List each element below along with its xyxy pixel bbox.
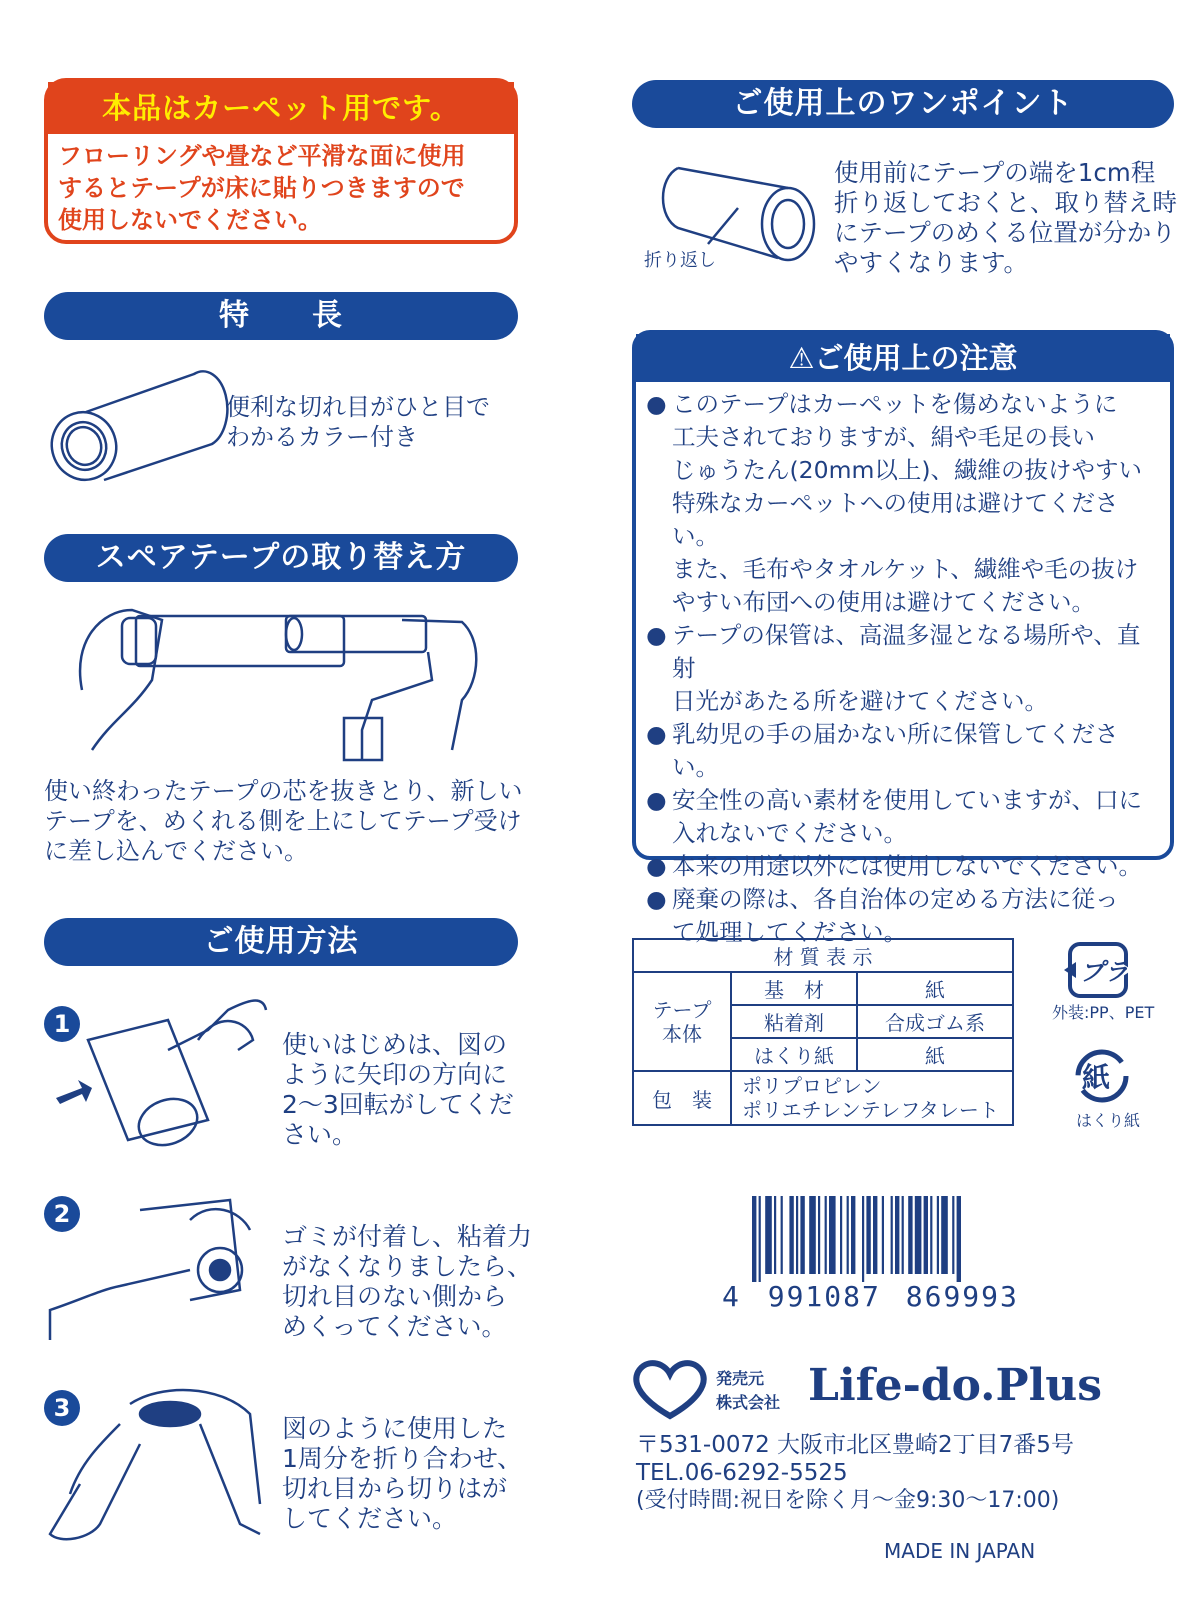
- barcode-bar: [759, 1196, 761, 1282]
- step-line: してください。: [282, 1504, 458, 1533]
- caution-title: [636, 334, 1170, 382]
- barcode-bar: [847, 1196, 849, 1274]
- bullet-icon: ●: [646, 720, 667, 748]
- replace-heading: スペアテープの取り替え方: [44, 534, 518, 582]
- caution-line: 本来の用途以外には使用しないでください。: [672, 852, 1142, 880]
- plastic-recycle-icon: [1064, 940, 1140, 998]
- caution-line: 工夫されておりますが、絹や毛足の長い: [672, 423, 1095, 451]
- material-part: 粘着剤: [731, 1005, 857, 1038]
- caution-line: 乳幼児の手の届かない所に保管してください。: [672, 720, 1119, 781]
- barcode-bar: [882, 1196, 884, 1274]
- caution-line: テープの保管は、高温多湿となる場所や、直射: [672, 621, 1141, 682]
- onepoint-line: 折り返しておくと、取り替え時: [834, 188, 1177, 217]
- barcode-bar: [941, 1196, 948, 1274]
- onepoint-text: [834, 158, 1177, 278]
- barcode-bar: [840, 1196, 842, 1274]
- barcode-bar: [774, 1196, 776, 1274]
- barcode-bar: [895, 1196, 899, 1274]
- packaging-line: ポリプロピレン: [742, 1074, 882, 1098]
- barcode-bar: [781, 1196, 783, 1274]
- warning-title: 本品はカーペット用です。: [48, 82, 514, 134]
- replace-line: 使い終わったテープの芯を抜きとり、新しい: [44, 777, 523, 805]
- made-in-label: MADE IN JAPAN: [884, 1539, 1036, 1563]
- tape-body-line: 本体: [662, 1021, 702, 1046]
- barcode: [722, 1196, 1034, 1313]
- materials-table: [632, 938, 1014, 1126]
- step-line: 1周分を折り合わせ、: [282, 1444, 523, 1473]
- features-line: わかるカラー付き: [226, 423, 418, 451]
- onepoint-heading: ご使用上のワンポイント: [632, 80, 1174, 128]
- features-line: 便利な切れ目がひと目で: [226, 393, 490, 421]
- caution-line: また、毛布やタオルケット、繊維や毛の抜け: [672, 555, 1139, 583]
- step3-text: [282, 1414, 522, 1534]
- barcode-bar: [765, 1196, 772, 1274]
- barcode-digit-group: 991087: [767, 1280, 881, 1313]
- caution-line: 安全性の高い素材を使用していますが、口に: [672, 786, 1142, 814]
- step1-text: [282, 1030, 514, 1150]
- step2-text: [282, 1222, 532, 1342]
- barcode-bar: [796, 1196, 798, 1274]
- step-line: ゴミが付着し、粘着力: [282, 1222, 533, 1251]
- bullet-icon: ●: [646, 390, 667, 418]
- step-line: がなくなりましたら、: [282, 1252, 533, 1281]
- barcode-bar: [825, 1196, 827, 1274]
- bullet-icon: ●: [646, 621, 667, 649]
- replace-line: に差し込んでください。: [44, 837, 308, 865]
- company-heart-logo: [632, 1360, 708, 1418]
- caution-item: [646, 619, 1162, 718]
- barcode-bar: [952, 1196, 954, 1274]
- step-line: めくってください。: [282, 1312, 507, 1341]
- roller-step3-illustration: [40, 1384, 270, 1544]
- barcode-bar: [752, 1196, 756, 1282]
- barcode-bar: [862, 1196, 864, 1282]
- barcode-bar: [902, 1196, 904, 1274]
- publisher-label: 発売元: [716, 1369, 765, 1388]
- usage-heading: ご使用方法: [44, 918, 518, 966]
- caution-list: [636, 382, 1170, 949]
- material-value: 紙: [857, 1038, 1013, 1071]
- caution-box: [632, 330, 1174, 946]
- packaging-line: ポリエチレンテレフタレート: [742, 1098, 999, 1122]
- warning-line: するとテープが床に貼りつきますので: [58, 174, 465, 202]
- barcode-bar: [866, 1196, 870, 1274]
- barcode-bar: [800, 1196, 804, 1274]
- step-number: 3: [44, 1390, 80, 1426]
- caution-item: [646, 718, 1162, 784]
- features-text: [226, 392, 490, 452]
- step-line: 2〜3回転がしてくだ: [282, 1090, 514, 1119]
- caution-line: 廃棄の際は、各自治体の定める方法に従っ: [672, 885, 1119, 913]
- packaging-materials: [731, 1071, 1013, 1125]
- paper-mark-text: 紙: [1082, 1061, 1111, 1094]
- barcode-bar: [924, 1196, 928, 1274]
- caution-item: [646, 784, 1162, 850]
- barcode-bar: [809, 1196, 816, 1274]
- company-type-label: 株式会社: [716, 1393, 781, 1412]
- caution-line: このテープはカーペットを傷めないように: [672, 390, 1118, 418]
- barcode-digit-group: 4: [722, 1280, 741, 1313]
- material-part: はくり紙: [731, 1038, 857, 1071]
- barcode-bars: [752, 1196, 1034, 1282]
- material-part: 基 材: [731, 972, 857, 1005]
- roller-step1-illustration: [48, 990, 268, 1150]
- pla-mark-text: プラ: [1080, 958, 1128, 986]
- caution-line: やすい布団への使用は避けてください。: [672, 588, 1095, 616]
- bullet-icon: ●: [646, 852, 667, 880]
- warning-triangle-icon: ⚠: [788, 341, 815, 375]
- roller-step2-illustration: [40, 1190, 270, 1340]
- caution-line: 日光があたる所を避けてください。: [672, 687, 1048, 715]
- material-value: 合成ゴム系: [857, 1005, 1013, 1038]
- warning-line: フローリングや畳など平滑な面に使用: [58, 142, 466, 170]
- barcode-bar: [915, 1196, 922, 1274]
- replace-line: テープを、めくれる側を上にしてテープ受け: [44, 807, 522, 835]
- step-line: さい。: [282, 1120, 358, 1149]
- caution-item: [646, 388, 1162, 619]
- tape-body-label: [633, 972, 731, 1071]
- barcode-bar: [818, 1196, 820, 1274]
- barcode-digit-group: 869993: [905, 1280, 1019, 1313]
- barcode-bar: [829, 1196, 836, 1274]
- caution-item: [646, 850, 1162, 883]
- features-heading: 特 長: [44, 292, 518, 340]
- step-line: 図のように使用した: [282, 1414, 508, 1443]
- onepoint-line: やすくなります。: [834, 248, 1029, 277]
- step-line: 切れ目から切りはが: [282, 1474, 508, 1503]
- step-line: ように矢印の方向に: [282, 1060, 508, 1089]
- onepoint-line: 使用前にテープの端を1cm程: [834, 158, 1156, 187]
- step-number: 1: [44, 1006, 80, 1042]
- packaging-label: 包 装: [633, 1071, 731, 1125]
- caution-heading-text: ご使用上の注意: [814, 341, 1018, 375]
- barcode-number: [722, 1280, 1019, 1313]
- warning-body: [48, 134, 514, 236]
- pla-caption: 外装:PP、PET: [1052, 1003, 1155, 1022]
- replace-text: [44, 776, 523, 866]
- fold-label: 折り返し: [644, 250, 716, 271]
- barcode-bar: [873, 1196, 877, 1274]
- company-hours: (受付時間:祝日を除く月〜金9:30〜17:00): [636, 1488, 1060, 1513]
- caution-line: じゅうたん(20mm以上)、繊維の抜けやすい: [672, 456, 1143, 484]
- barcode-bar: [930, 1196, 932, 1274]
- onepoint-line: にテープのめくる位置が分かり: [834, 218, 1176, 247]
- paper-recycle-icon: [1072, 1046, 1132, 1106]
- barcode-bar: [937, 1196, 939, 1274]
- caution-line: て処理してください。: [672, 918, 907, 946]
- company-name: Life-do.Plus: [808, 1360, 1103, 1411]
- bullet-icon: ●: [646, 786, 667, 814]
- step-line: 切れ目のない側から: [282, 1282, 508, 1311]
- company-tel: TEL.06-6292-5525: [636, 1460, 848, 1486]
- tape-replacement-illustration: [72, 600, 492, 760]
- tape-roll-illustration: [44, 366, 216, 484]
- barcode-bar: [891, 1196, 893, 1274]
- materials-title: 材 質 表 示: [633, 939, 1013, 972]
- step-line: 使いはじめは、図の: [282, 1030, 508, 1059]
- tape-body-line: テープ: [652, 997, 712, 1022]
- step-number: 2: [44, 1196, 80, 1232]
- carpet-only-warning: [44, 78, 518, 244]
- material-value: 紙: [857, 972, 1013, 1005]
- barcode-bar: [908, 1196, 912, 1274]
- barcode-bar: [851, 1196, 855, 1274]
- barcode-bar: [789, 1196, 793, 1274]
- caution-line: 入れないでください。: [672, 819, 907, 847]
- company-address: 〒531-0072 大阪市北区豊崎2丁目7番5号: [636, 1432, 1074, 1458]
- warning-line: 使用しないでください。: [58, 206, 322, 234]
- caution-line: 特殊なカーペットへの使用は避けてください。: [672, 489, 1119, 550]
- barcode-bar: [957, 1196, 961, 1282]
- paper-caption: はくり紙: [1076, 1111, 1141, 1130]
- bullet-icon: ●: [646, 885, 667, 913]
